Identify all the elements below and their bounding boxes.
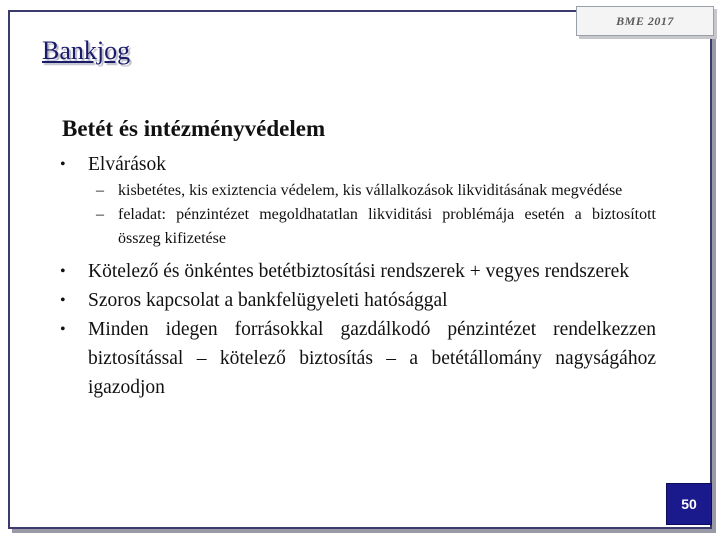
- sub-bullet-text: feladat: pénzintézet megoldhatatlan likviditási problémája esetén a biztosított összeg kifizetése: [118, 206, 656, 247]
- slide-content: [56, 150, 656, 402]
- sub-bullet-item: [56, 203, 656, 251]
- page-number: 50: [666, 483, 712, 525]
- bullet-item: [56, 315, 656, 402]
- bullet-item: [56, 257, 656, 286]
- course-title: Bankjog: [42, 36, 131, 65]
- sub-bullet-text: kisbetétes, kis exiztencia védelem, kis vállalkozások likviditásának megvédése: [118, 182, 623, 199]
- bullet-icon: •: [60, 263, 66, 280]
- sub-bullet-item: [56, 179, 656, 203]
- slide-title: Betét és intézményvédelem: [62, 116, 326, 141]
- bullet-text: Elvárások: [88, 154, 166, 175]
- bullet-icon: •: [60, 292, 66, 309]
- bullet-text: Minden idegen forrásokkal gazdálkodó pénzintézet rendelkezzen biztosítással – kötelező biztosítás – a betétállomány nagyságához igazodjon: [88, 319, 656, 398]
- bullet-icon: •: [60, 321, 66, 338]
- bullet-item: [56, 150, 656, 179]
- bullet-item: [56, 286, 656, 315]
- bullet-text: Kötelező és önkéntes betétbiztosítási rendszerek + vegyes rendszerek: [88, 261, 630, 282]
- bullet-text: Szoros kapcsolat a bankfelügyeleti hatósággal: [88, 290, 448, 311]
- bullet-icon: •: [60, 156, 66, 173]
- header-tag: BME 2017: [576, 6, 714, 36]
- dash-icon: –: [96, 206, 104, 223]
- dash-icon: –: [96, 182, 104, 199]
